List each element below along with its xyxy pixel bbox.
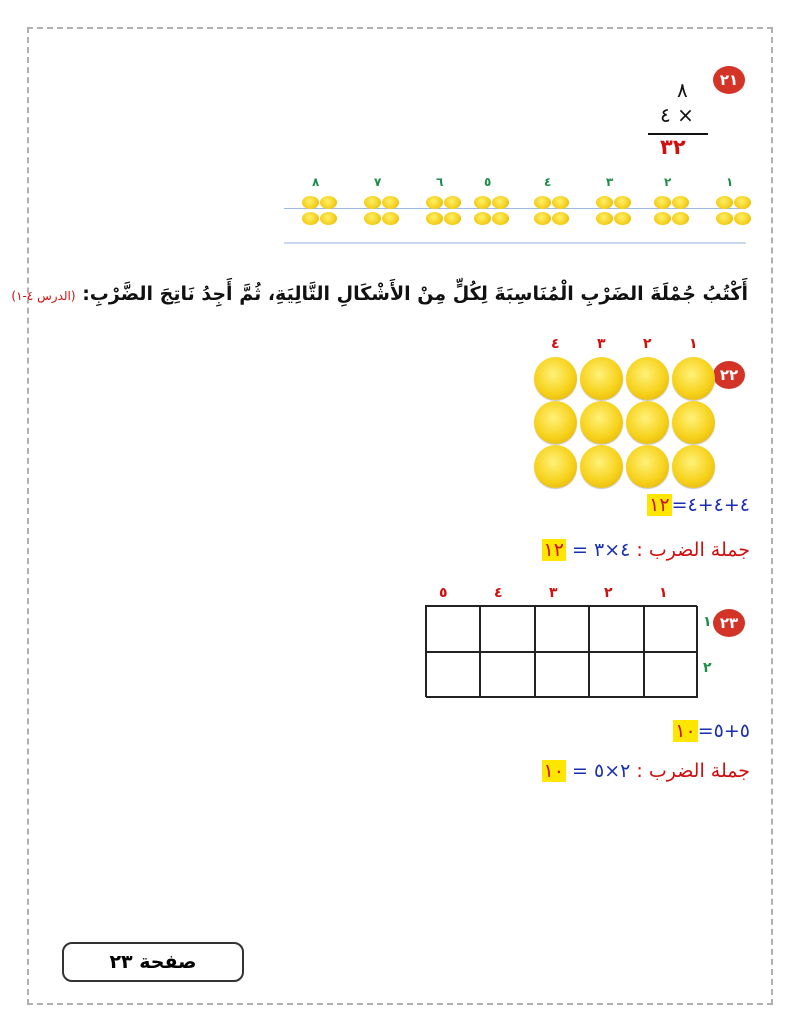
coin-icon bbox=[534, 196, 551, 209]
q23-column-label: ٣ bbox=[549, 585, 558, 601]
coin-icon bbox=[734, 212, 751, 225]
q23-sentence-expr: ٢×٥ = bbox=[572, 760, 631, 782]
grid-cell bbox=[589, 652, 643, 698]
q23-column-label: ٤ bbox=[494, 585, 503, 601]
coin-icon bbox=[626, 401, 669, 444]
grid-cell bbox=[480, 606, 534, 652]
coin-icon bbox=[672, 196, 689, 209]
coin-icon bbox=[716, 196, 733, 209]
q22-addition-expr: ٤+٤+٤= bbox=[671, 494, 750, 516]
q23-row-label: ٢ bbox=[703, 660, 712, 676]
q23-row-label: ١ bbox=[703, 614, 712, 630]
question-badge-21: ٢١ bbox=[713, 66, 745, 94]
coin-icon bbox=[444, 212, 461, 225]
coin-icon bbox=[614, 212, 631, 225]
coin-icon bbox=[672, 357, 715, 400]
q23-column-label: ٥ bbox=[439, 585, 448, 601]
coin-icon bbox=[672, 212, 689, 225]
page-number: ٢٣ bbox=[109, 951, 133, 973]
coin-icon bbox=[474, 212, 491, 225]
coin-icon bbox=[596, 212, 613, 225]
strip-group bbox=[654, 170, 690, 242]
coin-icon bbox=[596, 196, 613, 209]
coin-icon bbox=[626, 445, 669, 488]
q21-top-digit: ٨ bbox=[677, 78, 688, 102]
coin-icon bbox=[364, 212, 381, 225]
strip-group bbox=[716, 170, 752, 242]
coin-icon bbox=[534, 357, 577, 400]
coin-icon bbox=[426, 196, 443, 209]
grid-cell bbox=[644, 652, 698, 698]
coin-icon bbox=[364, 196, 381, 209]
grid-cell bbox=[644, 606, 698, 652]
coin-icon bbox=[580, 445, 623, 488]
coin-icon bbox=[580, 357, 623, 400]
coin-icon bbox=[320, 196, 337, 209]
coin-icon bbox=[474, 196, 491, 209]
strip-group bbox=[426, 170, 462, 242]
q22-column-label: ١ bbox=[689, 336, 698, 352]
coin-icon bbox=[382, 196, 399, 209]
coin-icon bbox=[626, 357, 669, 400]
instruction-text: أَكْتُبُ جُمْلَةَ الضَرْبِ الْمُنَاسِبَةَ لِكُلٍّ مِنْ الأَشْكَالِ التَّالِيَةِ، ثُمَّ أَجِدُ نَاتِجَ الضَّرْبِ: bbox=[82, 283, 748, 305]
q22-sentence-expr: ٤×٣ = bbox=[572, 539, 631, 561]
coin-icon bbox=[552, 212, 569, 225]
strip-bottom-line bbox=[284, 242, 746, 244]
coin-icon bbox=[534, 445, 577, 488]
question-badge-22: ٢٢ bbox=[713, 361, 745, 389]
strip-label: ٧ bbox=[374, 175, 382, 189]
q22-column-label: ٤ bbox=[551, 336, 560, 352]
grid-cell bbox=[535, 606, 589, 652]
lesson-ref: (الدرس ٤-١) bbox=[11, 289, 76, 303]
q23-column-label: ٢ bbox=[604, 585, 613, 601]
coin-icon bbox=[580, 401, 623, 444]
strip-label: ٦ bbox=[436, 175, 444, 189]
coin-icon bbox=[492, 212, 509, 225]
strip-label: ٥ bbox=[484, 175, 492, 189]
q22-sentence-answer: ١٢ bbox=[543, 539, 564, 561]
coin-icon bbox=[302, 212, 319, 225]
q22-column-label: ٣ bbox=[597, 336, 606, 352]
coin-icon bbox=[492, 196, 509, 209]
strip-label: ٣ bbox=[606, 175, 614, 189]
grid-cell bbox=[426, 606, 480, 652]
coin-icon bbox=[382, 212, 399, 225]
q22-sentence bbox=[542, 539, 750, 561]
coin-icon bbox=[672, 445, 715, 488]
coin-strip bbox=[284, 170, 746, 245]
coin-icon bbox=[734, 196, 751, 209]
grid-cell bbox=[426, 652, 480, 698]
strip-group bbox=[302, 170, 338, 242]
instruction-line bbox=[11, 283, 748, 305]
rectangle-grid bbox=[425, 605, 697, 697]
q23-column-label: ١ bbox=[659, 585, 668, 601]
strip-group bbox=[474, 170, 510, 242]
coin-icon bbox=[534, 401, 577, 444]
q22-addition-answer: ١٢ bbox=[649, 494, 670, 516]
coin-icon bbox=[654, 196, 671, 209]
q22-addition bbox=[647, 494, 750, 516]
strip-label: ١ bbox=[726, 175, 734, 189]
strip-group bbox=[364, 170, 400, 242]
strip-label: ٨ bbox=[312, 175, 320, 189]
strip-label: ٤ bbox=[544, 175, 552, 189]
grid-cell bbox=[480, 652, 534, 698]
q23-addition bbox=[673, 720, 750, 742]
q21-result: ٣٢ bbox=[660, 135, 686, 159]
q21-multiplication-line: ٤ × bbox=[660, 103, 694, 127]
strip-label: ٢ bbox=[664, 175, 672, 189]
page-number-box bbox=[62, 942, 244, 982]
q22-column-label: ٢ bbox=[643, 336, 652, 352]
question-badge-23: ٢٣ bbox=[713, 609, 745, 637]
q23-sentence-label: جملة الضرب : bbox=[636, 760, 750, 782]
q23-sentence bbox=[542, 760, 750, 782]
coin-icon bbox=[320, 212, 337, 225]
q23-sentence-answer: ١٠ bbox=[543, 760, 564, 782]
grid-cell bbox=[589, 606, 643, 652]
q23-addition-expr: ٥+٥= bbox=[697, 720, 750, 742]
coin-icon bbox=[654, 212, 671, 225]
coin-icon bbox=[672, 401, 715, 444]
coin-icon bbox=[614, 196, 631, 209]
coin-icon bbox=[302, 196, 319, 209]
grid-cell bbox=[535, 652, 589, 698]
q22-sentence-label: جملة الضرب : bbox=[636, 539, 750, 561]
coin-icon bbox=[552, 196, 569, 209]
coin-icon bbox=[444, 196, 461, 209]
coin-icon bbox=[426, 212, 443, 225]
q23-addition-answer: ١٠ bbox=[675, 720, 696, 742]
strip-group bbox=[596, 170, 632, 242]
coin-icon bbox=[534, 212, 551, 225]
strip-group bbox=[534, 170, 570, 242]
coin-icon bbox=[716, 212, 733, 225]
page-label: صفحة bbox=[139, 951, 197, 973]
